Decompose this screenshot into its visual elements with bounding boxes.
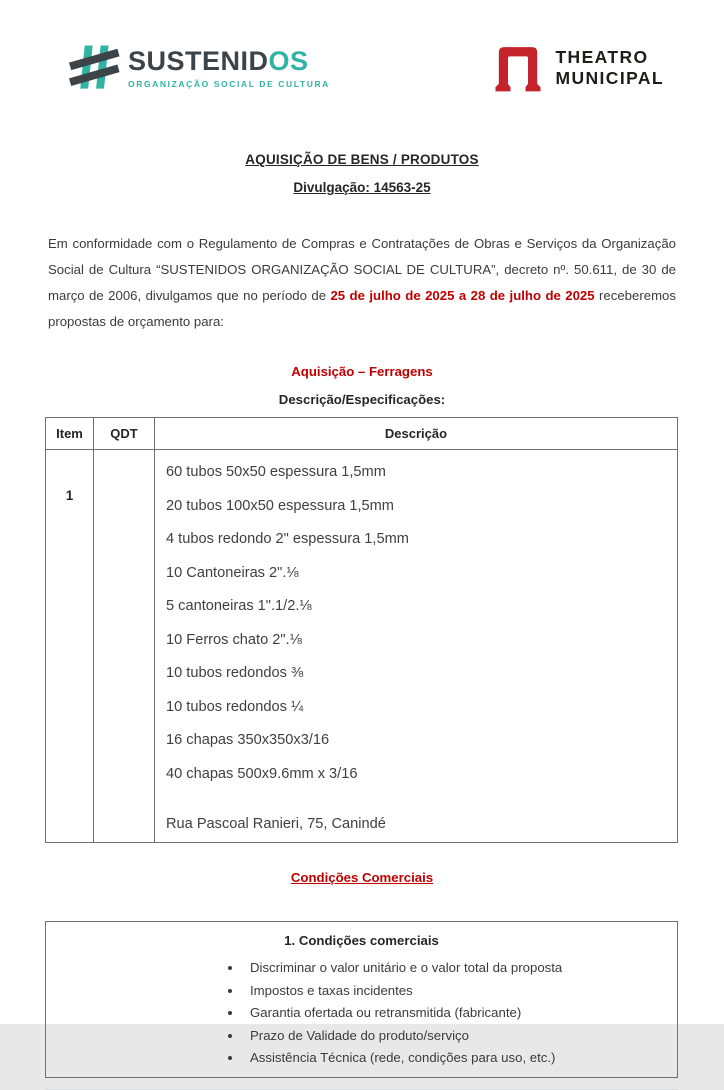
sustenidos-hash-icon xyxy=(72,38,118,96)
cell-qdt-value xyxy=(94,450,155,843)
condition-item: • Impostos e taxas incidentes xyxy=(243,984,657,998)
spec-table-header-row xyxy=(46,418,678,450)
description-line: 20 tubos 100x50 espessura 1,5mm xyxy=(166,497,394,514)
condition-item: • Garantia ofertada ou retransmitida (fabricante) xyxy=(243,1006,657,1020)
description-line: 16 chapas 350x350x3/16 xyxy=(166,732,330,748)
description-line: 40 chapas 500x9.6mm x 3/16 xyxy=(166,765,358,782)
description-line: 10 Ferros chato 2".⅛ xyxy=(166,631,302,648)
description-lines xyxy=(166,463,667,784)
acquisition-section-heading: Aquisição – Ferragens xyxy=(291,364,433,379)
sustenidos-tagline: ORGANIZAÇÃO SOCIAL DE CULTURA xyxy=(128,78,330,89)
intro-text-1: Em conformidade com o Regulamento de Compras e Contratações de Obras e Serviços da Organização Social de Cultura “SUSTENIDOS ORGANIZAÇÃO SOCIAL DE CULTURA”, decreto nº. 50.611, de 30 de março de 2006, divulgamos que no período de xyxy=(48,236,676,303)
commercial-conditions-box xyxy=(45,921,678,1078)
document-subtitle: Divulgação: 14563-25 xyxy=(293,180,431,195)
description-line: 60 tubos 50x50 espessura 1,5mm xyxy=(166,464,386,480)
col-header-qdt: QDT xyxy=(94,418,155,450)
description-line: 10 Cantoneiras 2".⅛ xyxy=(166,564,299,581)
description-spec-label: Descrição/Especificações: xyxy=(278,392,446,407)
logo-header xyxy=(0,0,724,96)
col-header-item: Item xyxy=(46,418,94,450)
description-line: 4 tubos redondo 2" espessura 1,5mm xyxy=(166,531,409,547)
description-line: 10 tubos redondos ¼ xyxy=(166,698,304,715)
sustenidos-logo xyxy=(72,38,330,96)
delivery-address: Rua Pascoal Ranieri, 75, Canindé xyxy=(166,815,386,832)
condition-item: • Assistência Técnica (rede, condições para uso, etc.) xyxy=(243,1051,657,1065)
document-title: AQUISIÇÃO DE BENS / PRODUTOS xyxy=(245,152,479,167)
theatro-line2: MUNICIPAL xyxy=(555,68,664,88)
sustenidos-name-main: SUSTENID xyxy=(128,45,269,76)
theatro-municipal-logo xyxy=(493,44,664,92)
condition-item: • Discriminar o valor unitário e o valor total da proposta xyxy=(243,961,657,975)
col-header-descricao: Descrição xyxy=(155,418,678,450)
sustenidos-wordmark xyxy=(128,46,330,89)
cell-item-number: 1 xyxy=(46,450,94,843)
cell-description xyxy=(155,450,678,843)
spec-table xyxy=(45,417,678,843)
theatro-line1: THEATRO xyxy=(555,47,649,67)
intro-text-2: receberemos propostas de orçamento para: xyxy=(48,288,676,329)
theatro-arch-icon xyxy=(493,44,543,92)
description-line: 10 tubos redondos ⅜ xyxy=(166,665,304,681)
sustenidos-name-accent: OS xyxy=(268,45,309,76)
theatro-wordmark xyxy=(555,47,664,89)
intro-paragraph xyxy=(48,231,676,335)
description-line: 5 cantoneiras 1".1/2.⅛ xyxy=(166,598,312,614)
intro-date-range: 25 de julho de 2025 a 28 de julho de 2025 xyxy=(330,288,595,303)
commercial-conditions-heading: Condições Comerciais xyxy=(290,870,434,885)
condition-item: • Prazo de Validade do produto/serviço xyxy=(243,1029,657,1043)
spec-table-row xyxy=(46,450,678,843)
conditions-list xyxy=(243,961,657,1065)
sustenidos-name xyxy=(128,46,330,76)
conditions-box-title: 1. Condições comerciais xyxy=(284,933,439,948)
